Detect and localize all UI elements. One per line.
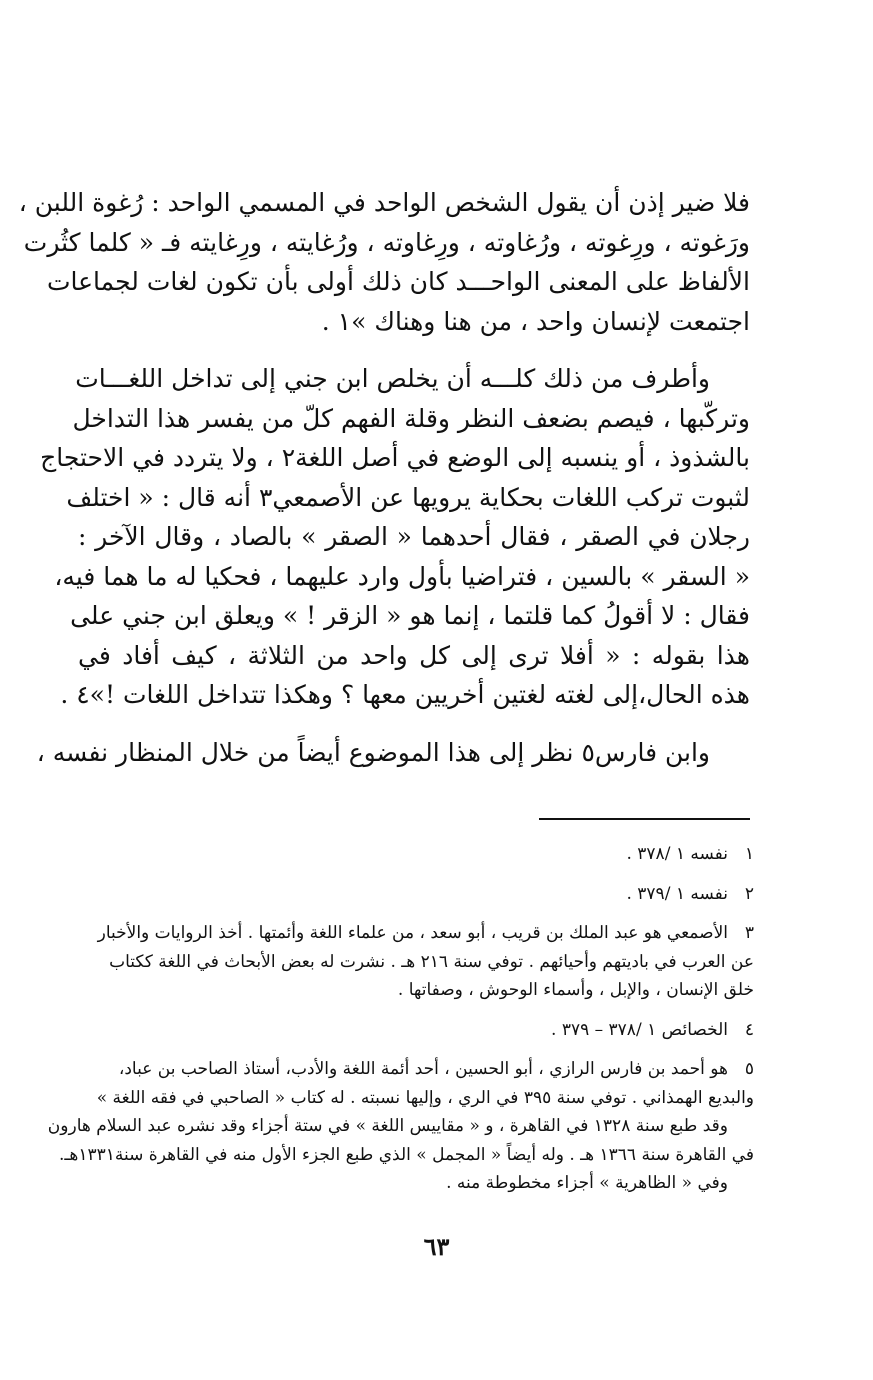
text-line: رجلان في الصقر ، فقال أحدهما « الصقر » بالصاد ، وقال الآخر : — [78, 522, 750, 551]
text-line: وابن فارس٥ نظر إلى هذا الموضوع أيضاً من خلال المنظار نفسه ، — [36, 737, 710, 767]
footnote-number: ٣ — [744, 923, 754, 943]
footnote-number: ٤ — [744, 1019, 754, 1040]
text-line: فلا ضير إذن أن يقول الشخص الواحد في المسمي الواحد : رُغوة اللبن ، — [18, 188, 750, 217]
main-text — [18, 183, 750, 772]
footnote-text: وقد طبع سنة ١٣٢٨ في القاهرة ، و « مقاييس اللغة » في ستة أجزاء وقد نشره عبد السلام هارون — [47, 1116, 728, 1136]
text-line: ورَغوته ، ورِغوته ، ورُغاوته ، ورِغاوته ، ورُغايته ، ورِغايته فـ « كلما كثُرت — [23, 227, 750, 257]
text-line: بالشذوذ ، أو ينسبه إلى الوضع في أصل اللغة٢ ، ولا يتردد في الاحتجاج — [40, 443, 750, 472]
text-line: فقال : لا أقولُ كما قلتما ، إنما هو « الزقر ! » ويعلق ابن جني على — [70, 601, 750, 630]
footnote-text: في القاهرة سنة ١٣٦٦ هـ . وله أيضاً « المجمل » الذي طبع الجزء الأول منه في القاهرة سنة١٣٣١هـ. — [59, 1144, 754, 1165]
text-line: هذا بقوله : « أفلا ترى إلى كل واحد من الثلاثة ، كيف أفاد في — [78, 640, 750, 670]
text-line: هذه الحال،إلى لغته لغتين أخريين معها ؟ وهكذا تتداخل اللغات !»٤ . — [60, 680, 750, 709]
text-line: لثبوت تركب اللغات بحكاية يرويها عن الأصمعي٣ أنه قال : « اختلف — [66, 482, 750, 512]
footnote-text: وفي « الظاهرية » أجزاء مخطوطة منه . — [446, 1173, 728, 1193]
footnotes — [47, 840, 754, 1198]
footnote-text: الخصائص ١ /٣٧٨ – ٣٧٩ . — [551, 1019, 728, 1040]
text-line: اجتمعت لإنسان واحد ، من هنا وهناك »١ . — [321, 306, 750, 336]
footnote-text: نفسه ١ /٣٧٨ . — [626, 844, 728, 864]
text-line: الألفاظ على المعنى الواحـــد كان ذلك أولى بأن تكون لغات لجماعات — [46, 267, 750, 296]
text-line: وتركّبها ، فيصم بضعف النظر وقلة الفهم كلّ من يفسر هذا التداخل — [72, 403, 750, 433]
footnote-text: والبديع الهمذاني . توفي سنة ٣٩٥ في الري ، وإليها نسبته . له كتاب « الصاحبي في فقه اللغة » — [96, 1087, 754, 1108]
footnote-3 — [74, 919, 754, 1005]
footnote-4 — [74, 1016, 754, 1045]
footnote-text: نفسه ١ /٣٧٩ . — [626, 883, 728, 904]
paragraph-2 — [40, 359, 750, 715]
footnote-text: خلق الإنسان ، والإبل ، وأسماء الوحوش ، وصفاتها . — [397, 980, 754, 1000]
footnote-text: عن العرب في باديتهم وأحيائهم . توفي سنة ٢١٦ هـ . نشرت له بعض الأبحاث في اللغة ككتاب — [109, 951, 754, 972]
page-number: ٦٣ — [423, 1232, 450, 1261]
footnote-separator — [539, 818, 750, 820]
footnote-number: ١ — [744, 844, 754, 864]
paragraph-spacer — [78, 715, 750, 733]
text-line: « السقر » بالسين ، فتراضيا بأول وارد عليهما ، فحكيا له ما هما فيه، — [54, 561, 750, 591]
paragraph-3 — [36, 733, 750, 773]
footnote-number: ٥ — [744, 1059, 754, 1079]
footnote-1 — [74, 840, 754, 869]
text-line: وأطرف من ذلك كلـــه أن يخلص ابن جني إلى تداخل اللغـــات — [75, 364, 710, 393]
paragraph-spacer — [78, 341, 750, 359]
footnote-text: هو أحمد بن فارس الرازي ، أبو الحسين ، أحد أئمة اللغة والأدب، أستاذ الصاحب بن عباد، — [118, 1059, 728, 1079]
footnote-2 — [74, 880, 754, 909]
footnote-5 — [47, 1055, 754, 1198]
footnote-text: الأصمعي هو عبد الملك بن قريب ، أبو سعد ، من علماء اللغة وأئمتها . أخذ الروايات والأخبار — [97, 923, 728, 943]
paragraph-1 — [18, 183, 750, 341]
footnote-number: ٢ — [744, 883, 754, 904]
